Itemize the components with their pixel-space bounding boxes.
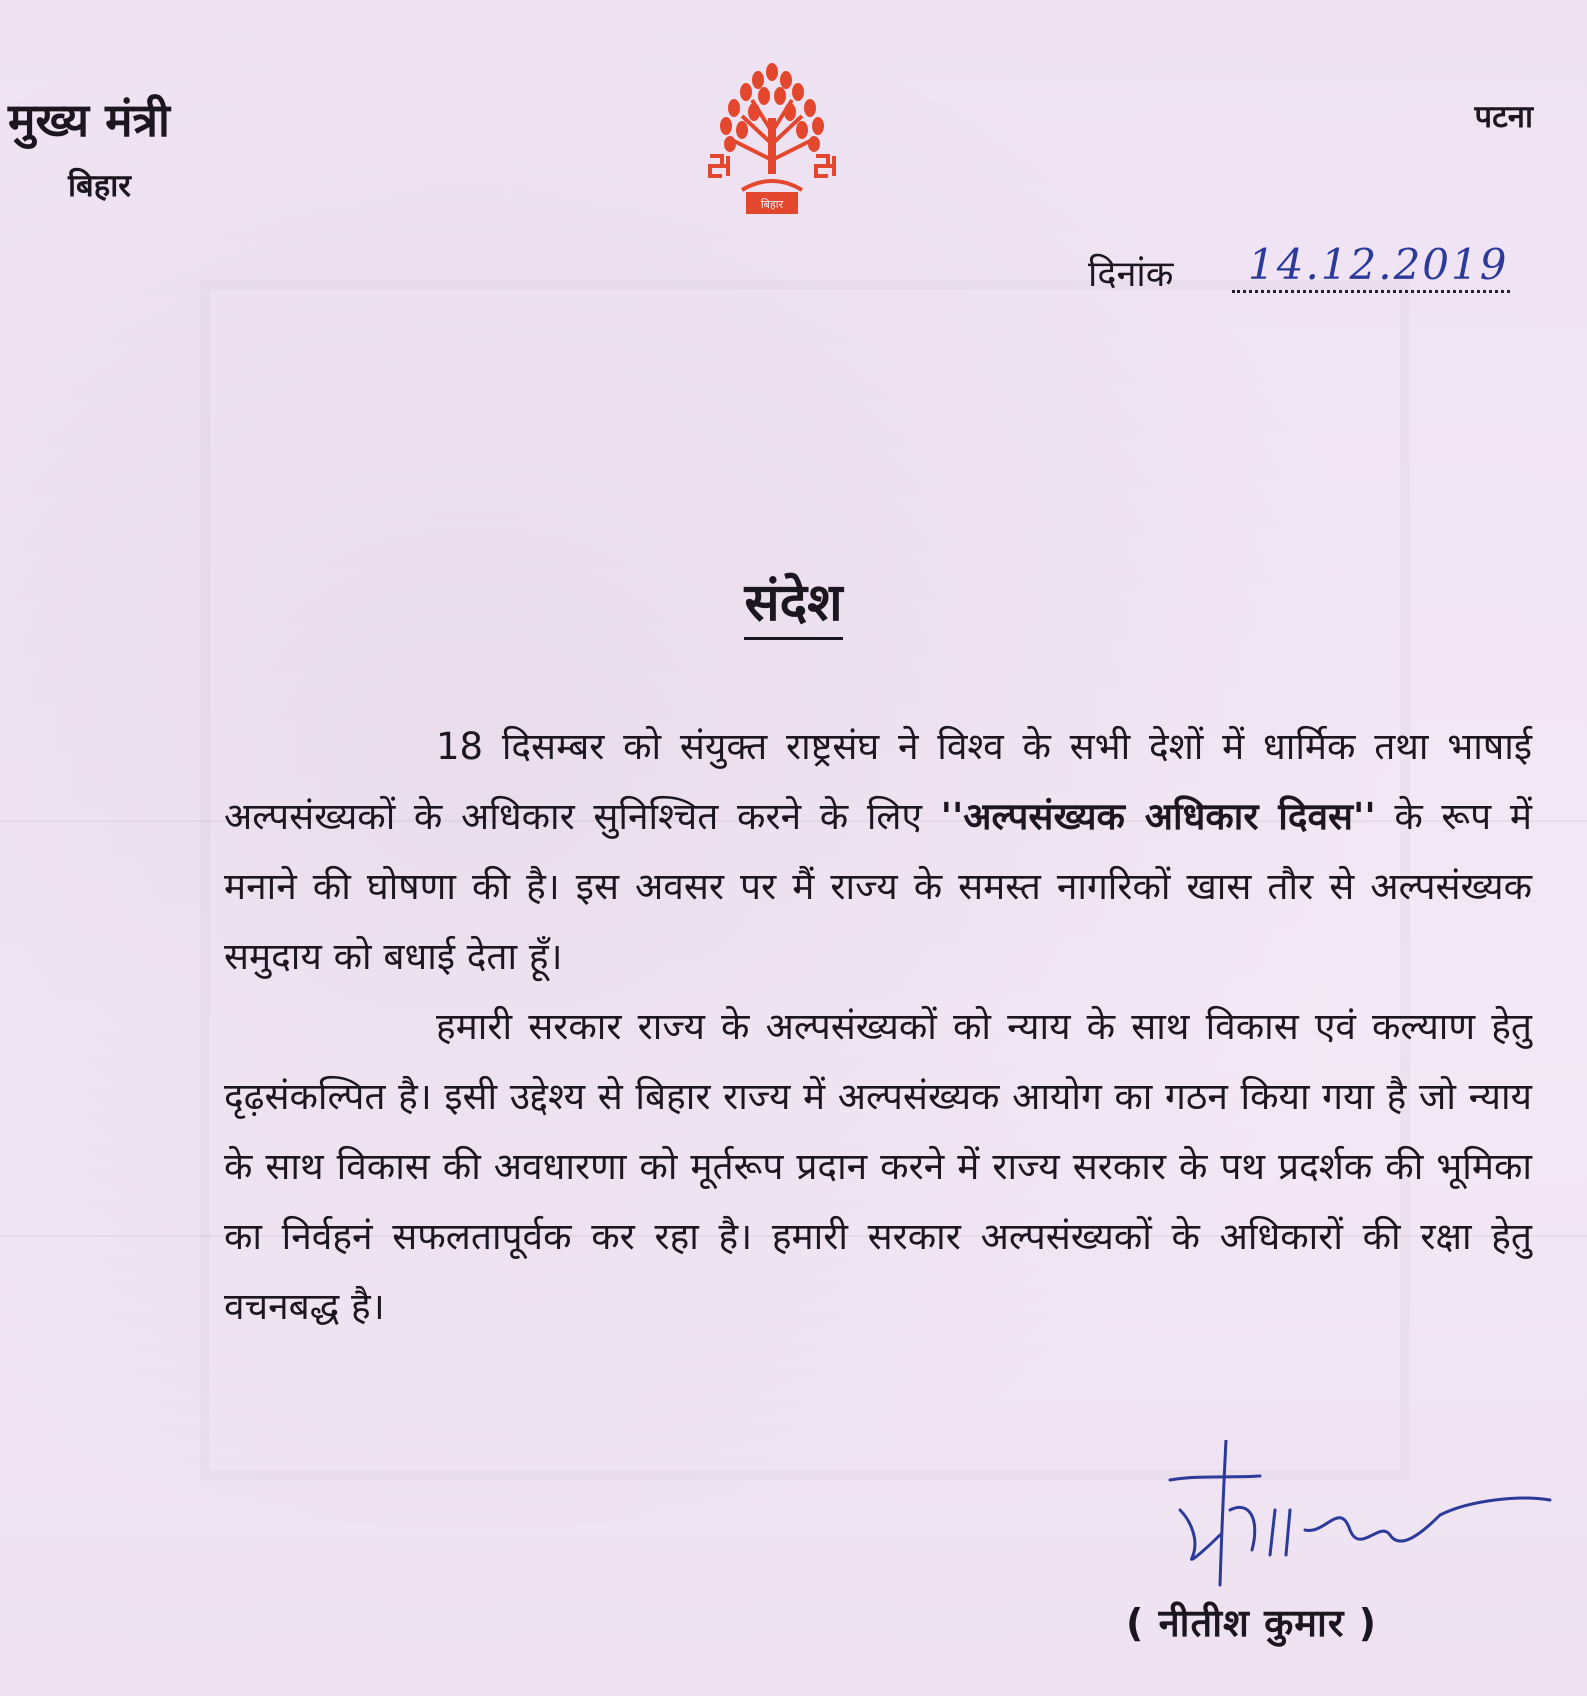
- office-title: मुख्य मंत्री: [8, 93, 170, 147]
- paragraph-1-end: के रूप में मनाने की घोषणा की है। इस अवसर पर मैं राज्य के समस्त नागरिकों खास तौर से अल्पसंख्यक समुदाय को बधाई देता हूँ।: [224, 795, 1532, 978]
- bihar-state-emblem-icon: [702, 60, 842, 220]
- date-value: 14.12.2019: [1248, 240, 1509, 289]
- message-heading: [0, 565, 1587, 636]
- emblem-inscription: बिहार: [760, 198, 784, 211]
- paragraph-2: हमारी सरकार राज्य के अल्पसंख्यकों को न्याय के साथ विकास एवं कल्याण हेतु दृढ़संकल्पित है। इसी उद्देश्य से बिहार राज्य में अल्पसंख्यक आयोग का गठन किया गया है जो न्याय के साथ विकास की अवधारणा को मूर्तरूप प्रदान करने में राज्य सरकार के पथ प्रदर्शक की भूमिका का निर्वहनं सफलतापूर्वक कर रहा है। हमारी सरकार अल्पसंख्यकों के अधिकारों की रक्षा हेतु वचनबद्ध है।: [224, 1005, 1532, 1328]
- paragraph-1: [224, 712, 1532, 992]
- place-name: पटना: [1474, 99, 1533, 135]
- office-state: बिहार: [68, 168, 131, 204]
- paragraph-1-start: 18 दिसम्बर को संयुक्त राष्ट्रसंघ ने विश्व के सभी देशों में धार्मिक तथा भाषाई अल्पसंख्यकों के अधिकार सुनिश्चित करने के लिए: [224, 725, 1532, 838]
- date-label: दिनांक: [1088, 254, 1174, 295]
- date-row: [1088, 240, 1518, 300]
- observance-name: ''अल्पसंख्यक अधिकार दिवस'': [940, 795, 1376, 838]
- handwritten-signature: [1140, 1440, 1570, 1590]
- signatory-name: ( नीतीश कुमार ): [1126, 1601, 1377, 1645]
- date-dotted-line: [1232, 290, 1510, 293]
- sender-block: [8, 92, 170, 206]
- message-body: [224, 712, 1532, 1342]
- message-heading-text: संदेश: [744, 573, 842, 640]
